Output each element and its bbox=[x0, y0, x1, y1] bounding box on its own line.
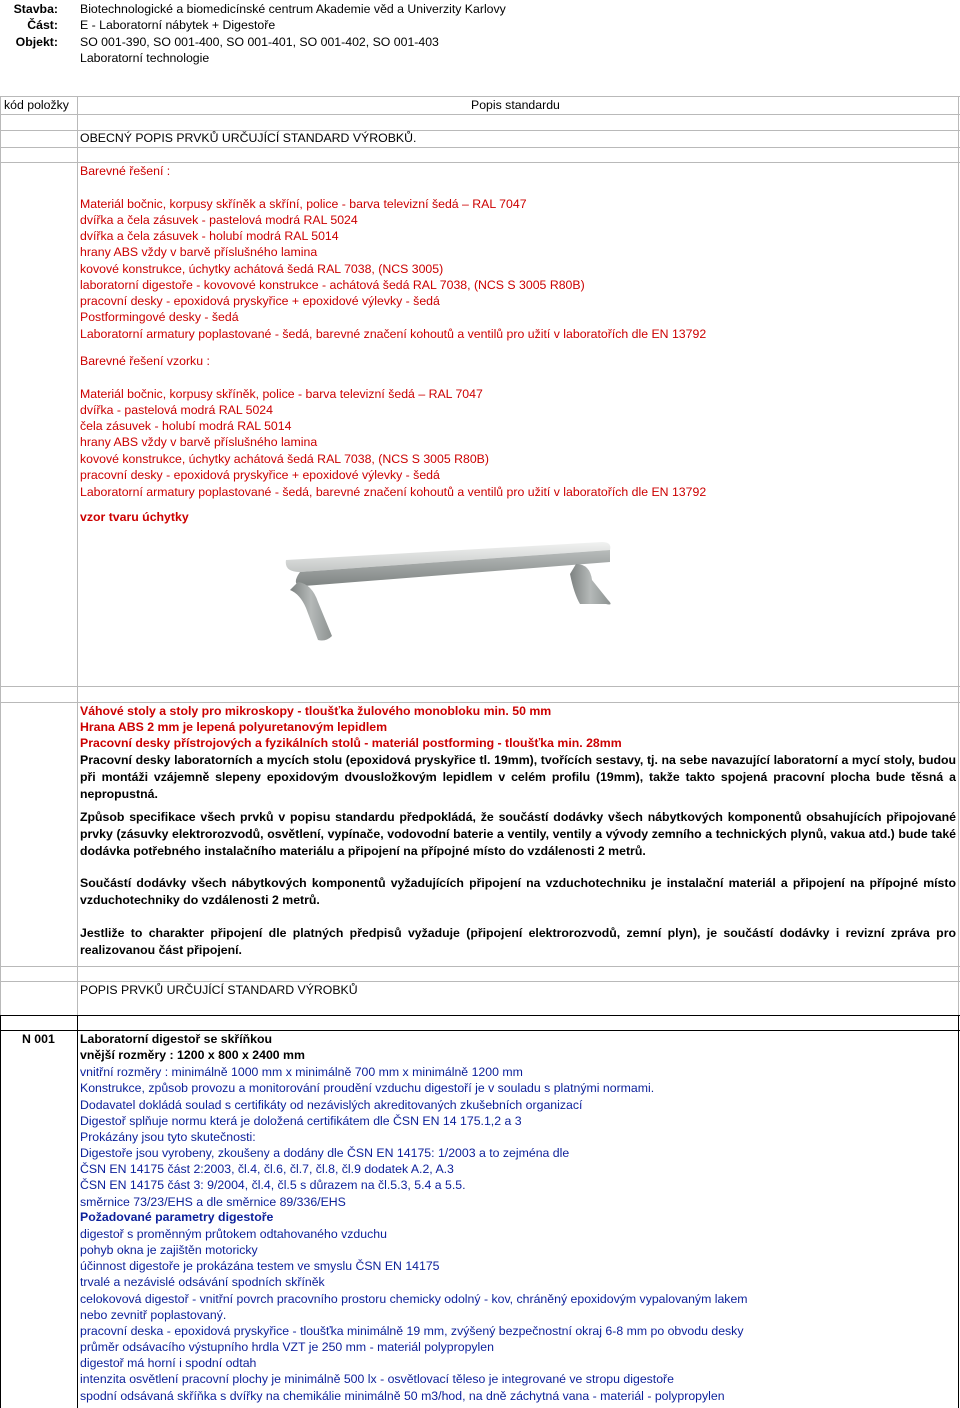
color-sample-line: pracovní desky - epoxidová pryskyřice + epoxidové výlevky - šedá bbox=[80, 468, 440, 482]
grid-line bbox=[0, 114, 960, 115]
item-code: N 001 bbox=[22, 1032, 55, 1046]
item-param-line: intenzita osvětlení pracovní plochy je minimálně 500 lx - osvětlovací těleso je integrované ve stropu digestoře bbox=[80, 1372, 674, 1386]
grid-line bbox=[0, 96, 1, 1016]
grid-line bbox=[0, 96, 960, 97]
item-spec-line: Digestoře jsou vyrobeny, zkoušeny a dodány dle ČSN EN 14175: 1/2003 a to zejména dle bbox=[80, 1146, 570, 1160]
item-param-line: spodní odsávaná skříňka s dvířky na chemikálie minimálně 50 m3/hod, na dně záchytná vana - materiál - polypropylen bbox=[80, 1389, 725, 1403]
item-spec-line: směrnice 73/23/EHS a dle směrnice 89/336/EHS bbox=[80, 1195, 346, 1209]
item-param-line: digestoř s proměnným průtokem odtahovaného vzduchu bbox=[80, 1227, 387, 1241]
item-param-line: průměr odsávacího výstupního hrdla VZT je 250 mm - materiál polypropylen bbox=[80, 1340, 494, 1354]
paragraph-revision: Jestliže to charakter připojení dle platných předpisů vyžaduje (připojení elektrorozvodů, zemní plyn), je součástí dodávky i revizní zpráva pro realizovanou část připojení. bbox=[80, 926, 956, 957]
color-solution-line: dvířka a čela zásuvek - holubí modrá RAL 5014 bbox=[80, 229, 339, 243]
item-outer-dimensions: vnější rozměry : 1200 x 800 x 2400 mm bbox=[80, 1048, 305, 1062]
cabinet-handle-image bbox=[280, 538, 620, 648]
item-param-line: pracovní deska - epoxidová pryskyřice - tloušťka minimálně 19 mm, zvýšený bezpečnostní okraj 6-8 mm po obvodu desky bbox=[80, 1324, 744, 1338]
grid-line bbox=[958, 96, 959, 1016]
item-param-line: nebo zevnitř poplastovaný. bbox=[80, 1308, 227, 1322]
item-param-line: pohyb okna je zajištěn motoricky bbox=[80, 1243, 258, 1257]
stavba-label: Stavba: bbox=[13, 2, 58, 16]
handle-illustration bbox=[280, 538, 620, 648]
color-solution-line: Materiál bočnic, korpusy skříněk a skříní, police - barva televizní šedá – RAL 7047 bbox=[80, 197, 527, 211]
standard-title: POPIS PRVKŮ URČUJÍCÍ STANDARD VÝROBKŮ bbox=[80, 983, 358, 997]
stavba-value: Biotechnologické a biomedicínské centrum Akademie věd a Univerzity Karlovy bbox=[80, 2, 506, 16]
color-sample-line: čela zásuvek - holubí modrá RAL 5014 bbox=[80, 419, 292, 433]
paragraph-specification: Způsob specifikace všech prvků v popisu standardu předpokládá, že součástí dodávky všech nábytkových komponentů obsahujících připojované prvky (zásuvky elektrorozvodů, osvětlení, vypínače, vodovodní baterie a ventily, ventily a vývody zemního a technických plynů, vakua atd.) bude také dodávka potřebného instalačního materiálu a připojení na přípojné místo do vzdálenosti 2 metrů. bbox=[80, 810, 956, 858]
grid-line bbox=[0, 1030, 960, 1031]
grid-line bbox=[0, 686, 960, 687]
grid-line bbox=[0, 1015, 1, 1408]
color-sample-line: kovové konstrukce, úchytky achátová šedá RAL 7038, (NCS S 3005 R80B) bbox=[80, 452, 489, 466]
grid-line bbox=[0, 147, 960, 148]
cast-label: Část: bbox=[27, 18, 58, 32]
red-note: Pracovní desky přístrojových a fyzikálních stolů - materiál postforming - tloušťka min. 28mm bbox=[80, 736, 622, 750]
color-solution-line: pracovní desky - epoxidová pryskyřice + epoxidové výlevky - šedá bbox=[80, 294, 440, 308]
grid-line bbox=[77, 1015, 78, 1408]
objekt-value: SO 001-390, SO 001-400, SO 001-401, SO 001-402, SO 001-403 bbox=[80, 35, 439, 49]
red-note: Hrana ABS 2 mm je lepená polyuretanovým lepidlem bbox=[80, 720, 388, 734]
color-solution-line: Laboratorní armatury poplastované - šedá, barevné značení kohoutů a ventilů pro užití v laboratořích dle EN 13792 bbox=[80, 327, 707, 341]
grid-line bbox=[0, 702, 960, 703]
item-param-line: digestoř má horní i spodní odtah bbox=[80, 1356, 257, 1370]
item-spec-line: ČSN EN 14175 část 3: 9/2004, čl.4, čl.5 s důrazem na čl.5.3, 5.4 a 5.5. bbox=[80, 1178, 466, 1192]
color-sample-line: dvířka - pastelová modrá RAL 5024 bbox=[80, 403, 273, 417]
handle-caption: vzor tvaru úchytky bbox=[80, 510, 189, 524]
grid-line bbox=[958, 1015, 959, 1408]
color-solution-line: laboratorní digestoře - kovovové konstrukce - achátová šedá RAL 7038, (NCS S 3005 R80B) bbox=[80, 278, 585, 292]
grid-line bbox=[77, 96, 78, 1016]
grid-line bbox=[0, 966, 960, 967]
cast-value: E - Laboratorní nábytek + Digestoře bbox=[80, 18, 276, 32]
item-param-line: trvalé a nezávislé odsávání spodních skříněk bbox=[80, 1275, 325, 1289]
color-sample-line: Laboratorní armatury poplastované - šedá, barevné značení kohoutů a ventilů pro užití v laboratořích dle EN 13792 bbox=[80, 485, 707, 499]
grid-line bbox=[0, 162, 960, 163]
color-sample-line: hrany ABS vždy v barvě příslušného lamina bbox=[80, 435, 318, 449]
item-param-line: celokovová digestoř - vnitřní povrch pracovního prostoru chemicky odolný - kov, chráněný epoxidovým vypalovaným lakem bbox=[80, 1292, 748, 1306]
item-spec-line: Konstrukce, způsob provozu a monitorování proudění vzduchu digestoří je v souladu s platnými normami. bbox=[80, 1081, 655, 1095]
color-sample-title: Barevné řešení vzorku : bbox=[80, 354, 210, 368]
color-solution-title: Barevné řešení : bbox=[80, 164, 171, 178]
code-column-header: kód položky bbox=[4, 98, 69, 112]
item-spec-line: Digestoř splňuje normu která je doložená certifikátem dle ČSN EN 14 175.1,2 a 3 bbox=[80, 1114, 522, 1128]
grid-line bbox=[0, 1015, 960, 1016]
color-solution-line: kovové konstrukce, úchytky achátová šedá RAL 7038, (NCS 3005) bbox=[80, 262, 444, 276]
item-params-title: Požadované parametry digestoře bbox=[80, 1210, 274, 1224]
item-name: Laboratorní digestoř se skříňkou bbox=[80, 1032, 273, 1046]
item-spec-line: vnitřní rozměry : minimálně 1000 mm x minimálně 700 mm x minimálně 1200 mm bbox=[80, 1065, 523, 1079]
grid-line bbox=[0, 981, 960, 982]
color-sample-line: Materiál bočnic, korpusy skříněk, police - barva televizní šedá – RAL 7047 bbox=[80, 387, 483, 401]
item-spec-line: Dodavatel dokládá soulad s certifikáty od nezávislých akreditovaných zkušebních organizací bbox=[80, 1098, 583, 1112]
item-param-line: účinnost digestoře je prokázána testem ve smyslu ČSN EN 14175 bbox=[80, 1259, 440, 1273]
red-note: Váhové stoly a stoly pro mikroskopy - tloušťka žulového monobloku min. 50 mm bbox=[80, 704, 552, 718]
item-spec-line: ČSN EN 14175 část 2:2003, čl.4, čl.6, čl.7, čl.8, čl.9 dodatek A.2, A.3 bbox=[80, 1162, 454, 1176]
paragraph-air-handling: Součástí dodávky všech nábytkových komponentů vyžadujících připojení na vzduchotechniku je instalační materiál a připojení na přípojné místo vzduchotechniky do vzdálenosti 2 metrů. bbox=[80, 876, 956, 907]
color-solution-line: Postformingové desky - šedá bbox=[80, 310, 239, 324]
color-solution-line: hrany ABS vždy v barvě příslušného lamina bbox=[80, 245, 318, 259]
general-description-title: OBECNÝ POPIS PRVKŮ URČUJÍCÍ STANDARD VÝROBKŮ. bbox=[80, 131, 417, 145]
item-spec-line: Prokázány jsou tyto skutečnosti: bbox=[80, 1130, 256, 1144]
objekt-value-2: Laboratorní technologie bbox=[80, 51, 210, 65]
color-solution-line: dvířka a čela zásuvek - pastelová modrá RAL 5024 bbox=[80, 213, 358, 227]
paragraph-worktops: Pracovní desky laboratorních a mycích stolu (epoxidová pryskyřice tl. 19mm), tvořících sestavy, tj. na sebe navazující laboratorní a mycí stoly, budou při montáži vzájemně slepeny epoxidovým dvousložkovým lepidlem v celém profilu (19mm), takže takto spojená pracovní plocha bude těsná a nepropustná. bbox=[80, 753, 956, 801]
objekt-label: Objekt: bbox=[15, 35, 58, 49]
description-column-header: Popis standardu bbox=[471, 98, 560, 112]
